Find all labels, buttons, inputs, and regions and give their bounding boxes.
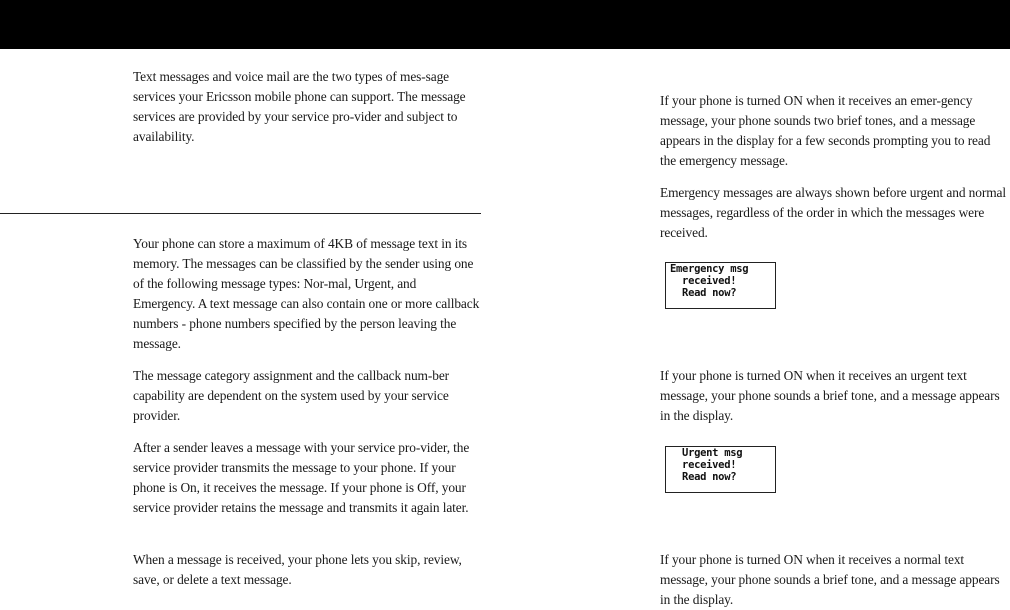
delivery-paragraph: After a sender leaves a message with your service pro-vider, the service provider transmits the message to your phone. If your phone is On, it receives the message. If your phone is Off, your service provider retains the message and transmits it again later.: [133, 440, 470, 515]
emergency-paragraph: If your phone is turned ON when it receives an emer-gency message, your phone sounds two brief tones, and a message appears in the display for a few seconds prompting you to read the emergency message.: [660, 93, 991, 168]
urgent-paragraph: If your phone is turned ON when it receives an urgent text message, your phone sounds a brief tone, and a message appears in the display.: [660, 368, 1000, 423]
urgent-display-text: Urgent msg received! Read now?: [682, 447, 743, 483]
normal-paragraph: If your phone is turned ON when it receives a normal text message, your phone sounds a brief tone, and a message appears in the display.: [660, 552, 1000, 607]
emergency-order-paragraph: Emergency messages are always shown before urgent and normal messages, regardless of the order in which the messages were received.: [660, 185, 1007, 240]
section-divider: [0, 213, 481, 214]
header-band: [0, 0, 1010, 49]
category-paragraph: The message category assignment and the callback num-ber capability are dependent on the system used by your service provider.: [133, 368, 450, 423]
emergency-display-text: Emergency msg received! Read now?: [670, 263, 749, 299]
emergency-display-screen: [665, 262, 776, 309]
intro-paragraph: Text messages and voice mail are the two types of mes-sage services your Ericsson mobile phone can support. The message services are provided by your service pro-vider and subject to availability.: [133, 69, 466, 144]
storage-paragraph: Your phone can store a maximum of 4KB of message text in its memory. The messages can be classified by the sender using one of the following message types: Nor-mal, Urgent, and Emergency. A text message can also contain one or more callback numbers - phone numbers specified by the person leaving the message.: [133, 236, 480, 351]
received-paragraph: When a message is received, your phone lets you skip, review, save, or delete a text message.: [133, 552, 462, 587]
urgent-display-screen: [665, 446, 776, 493]
